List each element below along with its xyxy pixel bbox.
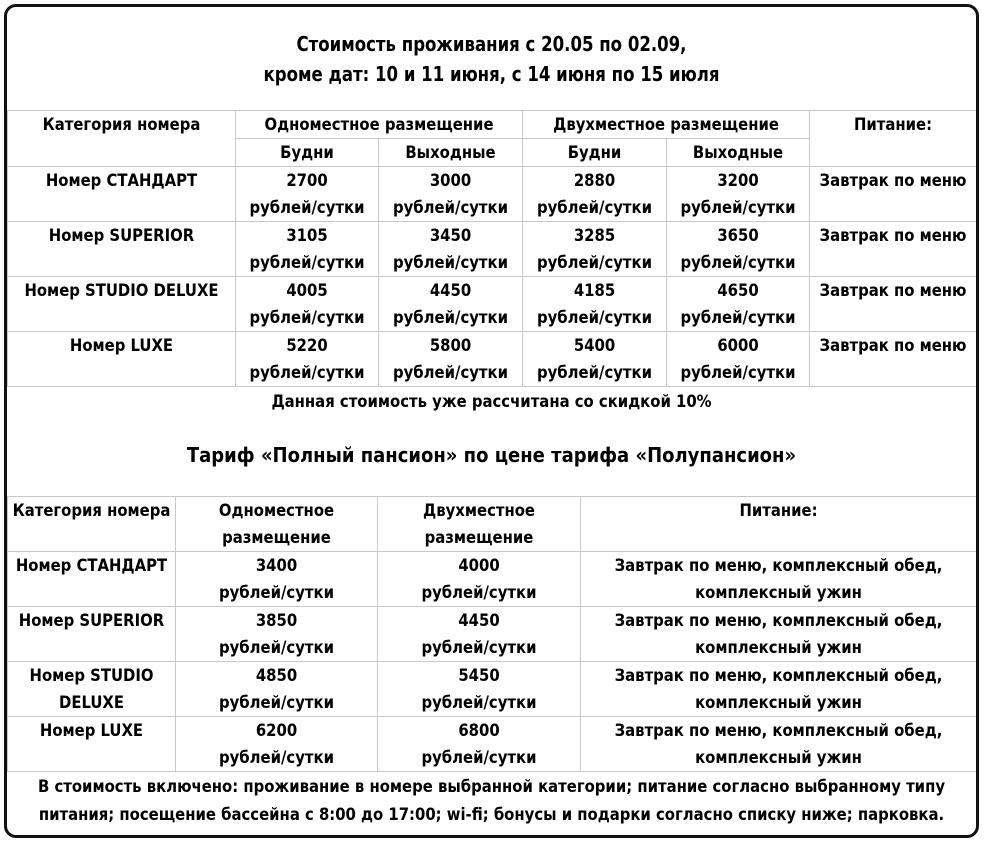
price-card: [4, 4, 979, 838]
table-row: [8, 332, 977, 387]
price-cell: 3650 рублей/сутки: [667, 222, 810, 277]
price-cell: 6200 рублей/сутки: [176, 717, 378, 772]
subheader-weekdays: Будни: [236, 139, 379, 167]
price-cell: 4000 рублей/сутки: [378, 552, 581, 607]
price-cell: 3285 рублей/сутки: [523, 222, 667, 277]
price-cell: 2700 рублей/сутки: [236, 167, 379, 222]
page-title: [46, 29, 937, 89]
room-name: Номер STUDIO DELUXE: [8, 277, 236, 332]
header-double: Двухместное размещение: [523, 111, 810, 139]
meal-cell: Завтрак по меню, комплексный обед, комплексный ужин: [581, 717, 977, 772]
price-cell: 3450 рублей/сутки: [379, 222, 523, 277]
tariff-title: Тариф «Полный пансион» по цене тарифа «Полупансион»: [186, 443, 797, 467]
price-cell: 5800 рублей/сутки: [379, 332, 523, 387]
header-single: Одноместное размещение: [176, 497, 378, 552]
table-row: [8, 222, 977, 277]
room-name: Номер SUPERIOR: [8, 222, 236, 277]
price-table-breakfast: [7, 110, 977, 387]
meal-cell: Завтрак по меню: [810, 222, 977, 277]
price-cell: 5220 рублей/сутки: [236, 332, 379, 387]
table-row: [8, 717, 977, 772]
meal-cell: Завтрак по меню, комплексный обед, комплексный ужин: [581, 552, 977, 607]
table-row: [8, 167, 977, 222]
price-cell: 3850 рублей/сутки: [176, 607, 378, 662]
table-row: [8, 607, 977, 662]
table-row: [8, 662, 977, 717]
header-meal: Питание:: [581, 497, 977, 552]
price-cell: 3400 рублей/сутки: [176, 552, 378, 607]
room-name: Номер STUDIO DELUXE: [8, 662, 176, 717]
price-cell: 5400 рублей/сутки: [523, 332, 667, 387]
header-double: Двухместное размещение: [378, 497, 581, 552]
price-cell: 4450 рублей/сутки: [379, 277, 523, 332]
header-category: Категория номера: [8, 111, 236, 167]
price-cell: 6800 рублей/сутки: [378, 717, 581, 772]
included-services-note: [7, 773, 976, 829]
meal-cell: Завтрак по меню, комплексный обед, комплексный ужин: [581, 662, 977, 717]
footer-line-1: В стоимость включено: проживание в номере выбранной категории; питание согласно выбранному типу: [37, 777, 946, 796]
price-table-full-board: [7, 496, 977, 772]
room-name: Номер СТАНДАРТ: [8, 167, 236, 222]
header-single: Одноместное размещение: [236, 111, 523, 139]
price-cell: 4650 рублей/сутки: [667, 277, 810, 332]
room-name: Номер LUXE: [8, 717, 176, 772]
room-name: Номер СТАНДАРТ: [8, 552, 176, 607]
price-cell: 4850 рублей/сутки: [176, 662, 378, 717]
subheader-weekdays: Будни: [523, 139, 667, 167]
subheader-weekend: Выходные: [667, 139, 810, 167]
header-meal: Питание:: [810, 111, 977, 167]
meal-cell: Завтрак по меню, комплексный обед, комплексный ужин: [581, 607, 977, 662]
meal-cell: Завтрак по меню: [810, 277, 977, 332]
price-cell: 3105 рублей/сутки: [236, 222, 379, 277]
title-line-2: кроме дат: 10 и 11 июня, с 14 июня по 15 июля: [263, 62, 720, 86]
price-cell: 3200 рублей/сутки: [667, 167, 810, 222]
meal-cell: Завтрак по меню: [810, 332, 977, 387]
header-category: Категория номера: [8, 497, 176, 552]
price-cell: 5450 рублей/сутки: [378, 662, 581, 717]
footer-line-2: питания; посещение бассейна с 8:00 до 17:00; wi-fi; бонусы и подарки согласно списку ниже; парковка.: [38, 805, 945, 824]
price-cell: 4450 рублей/сутки: [378, 607, 581, 662]
price-cell: 2880 рублей/сутки: [523, 167, 667, 222]
price-cell: 6000 рублей/сутки: [667, 332, 810, 387]
price-cell: 3000 рублей/сутки: [379, 167, 523, 222]
table-row: [8, 277, 977, 332]
room-name: Номер SUPERIOR: [8, 607, 176, 662]
price-cell: 4005 рублей/сутки: [236, 277, 379, 332]
subheader-weekend: Выходные: [379, 139, 523, 167]
table-row: [8, 552, 977, 607]
title-line-1: Стоимость проживания с 20.05 по 02.09,: [296, 32, 687, 56]
discount-note: Данная стоимость уже рассчитана со скидкой 10%: [271, 392, 712, 411]
room-name: Номер LUXE: [8, 332, 236, 387]
price-cell: 4185 рублей/сутки: [523, 277, 667, 332]
meal-cell: Завтрак по меню: [810, 167, 977, 222]
